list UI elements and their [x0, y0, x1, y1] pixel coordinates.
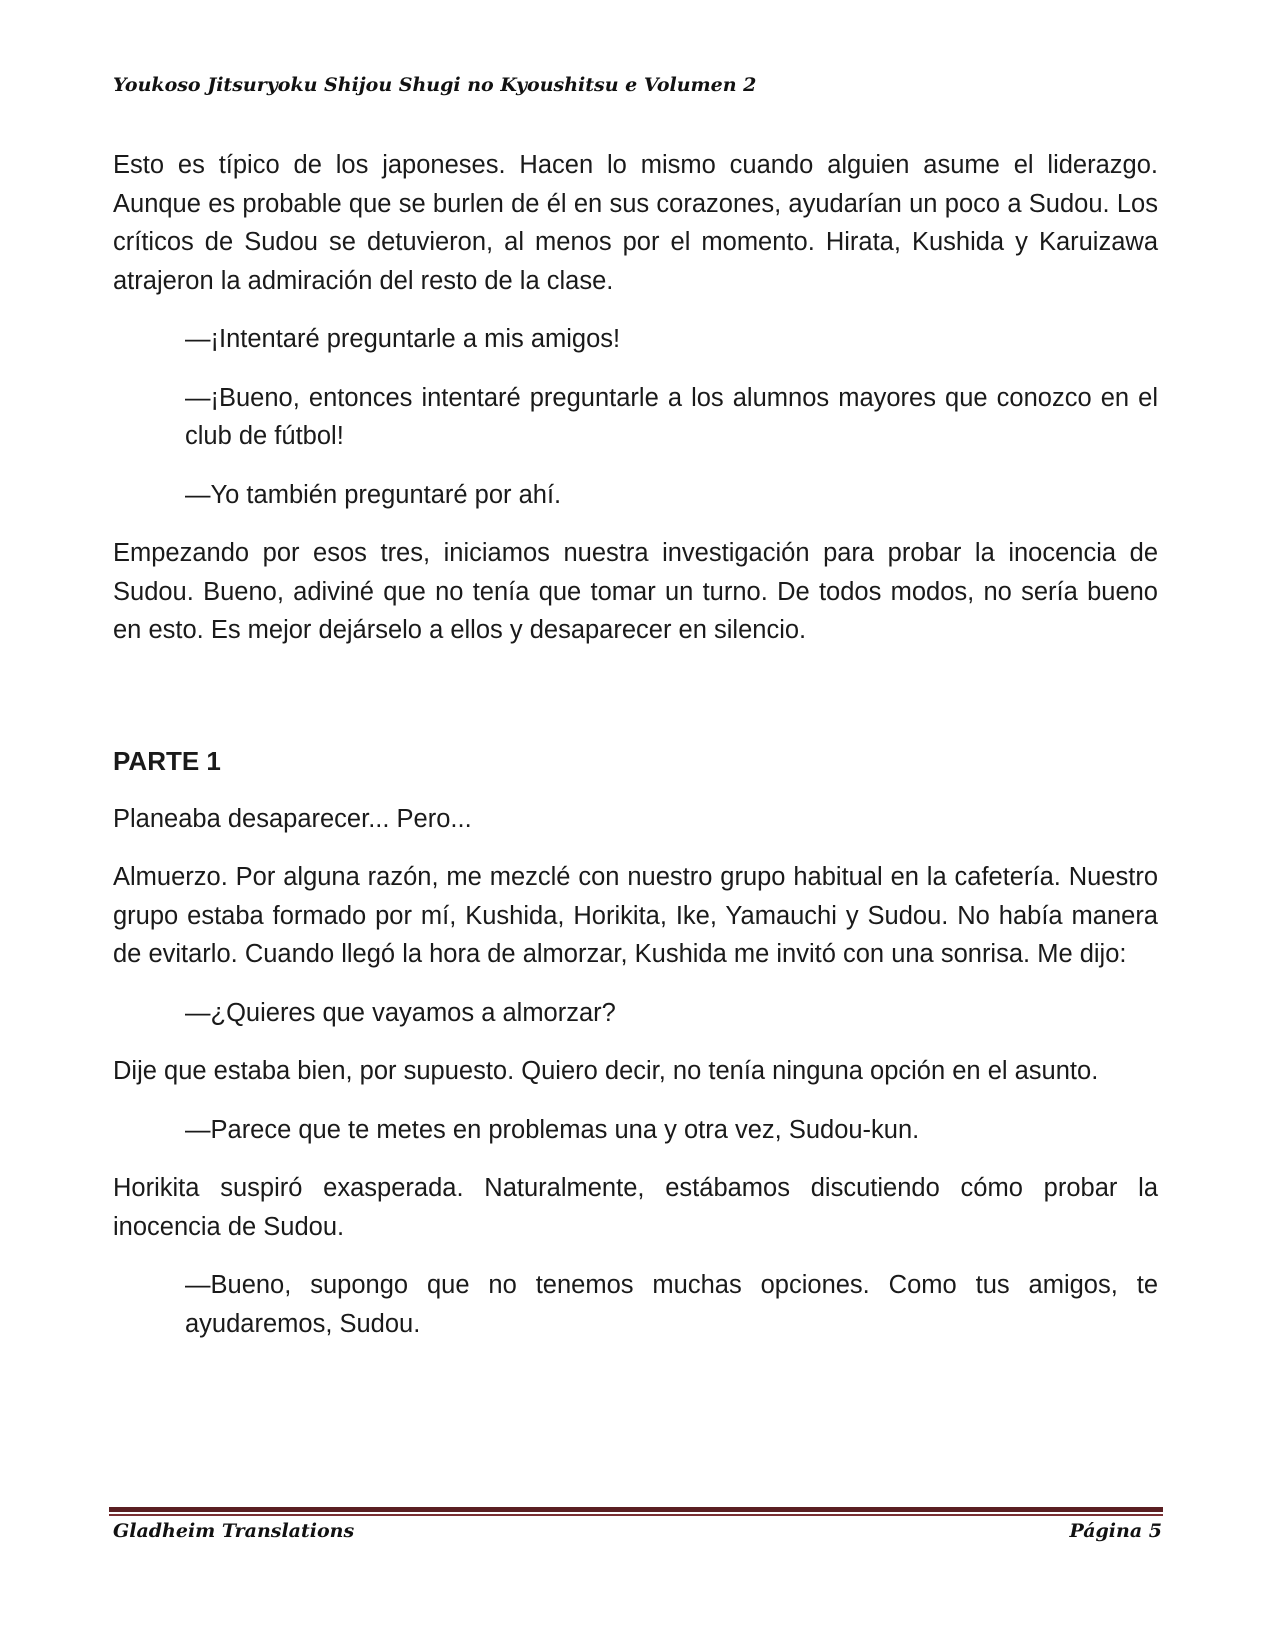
document-body: [113, 146, 1158, 1363]
footer-divider-thin: [109, 1514, 1163, 1516]
footer-page-number: Página 5: [1069, 1520, 1162, 1542]
footer-translator: Gladheim Translations: [113, 1520, 355, 1542]
paragraph: Horikita suspiró exasperada. Naturalmente, estábamos discutiendo cómo probar la inocencia de Sudou.: [113, 1174, 1158, 1241]
dialogue-line: —¿Quieres que vayamos a almorzar?: [185, 998, 616, 1027]
footer-divider-thick: [109, 1507, 1163, 1512]
dialogue-line: —¡Bueno, entonces intentaré preguntarle a los alumnos mayores que conozco en el club de fútbol!: [185, 383, 1158, 450]
paragraph: Dije que estaba bien, por supuesto. Quiero decir, no tenía ninguna opción en el asunto.: [113, 1057, 1099, 1085]
dialogue-line: —Parece que te metes en problemas una y otra vez, Sudou-kun.: [185, 1115, 920, 1144]
paragraph: Planeaba desaparecer... Pero...: [113, 804, 472, 833]
section-heading: PARTE 1: [113, 745, 221, 776]
dialogue-line: —Bueno, supongo que no tenemos muchas opciones. Como tus amigos, te ayudaremos, Sudou.: [185, 1271, 1158, 1338]
dialogue-line: —¡Intentaré preguntarle a mis amigos!: [185, 325, 621, 353]
paragraph: Esto es típico de los japoneses. Hacen lo mismo cuando alguien asume el liderazgo. Aunque es probable que se burlen de él en sus corazones, ayudarían un poco a Sudou. Los críticos de Sudou se detuvieron, al menos por el momento. Hirata, Kushida y Karuizawa atrajeron la admiración del resto de la clase.: [113, 151, 1158, 295]
paragraph: Almuerzo. Por alguna razón, me mezclé con nuestro grupo habitual en la cafetería. Nuestro grupo estaba formado por mí, Kushida, Horikita, Ike, Yamauchi y Sudou. No había manera de evitarlo. Cuando llegó la hora de almorzar, Kushida me invitó con una sonrisa. Me dijo:: [113, 863, 1158, 968]
dialogue-line: —Yo también preguntaré por ahí.: [185, 480, 562, 509]
page-header-title: Youkoso Jitsuryoku Shijou Shugi no Kyoushitsu e Volumen 2: [113, 74, 757, 96]
paragraph: Empezando por esos tres, iniciamos nuestra investigación para probar la inocencia de Sudou. Bueno, adiviné que no tenía que tomar un turno. De todos modos, no sería bueno en esto. Es mejor dejárselo a ellos y desaparecer en silencio.: [113, 539, 1158, 644]
